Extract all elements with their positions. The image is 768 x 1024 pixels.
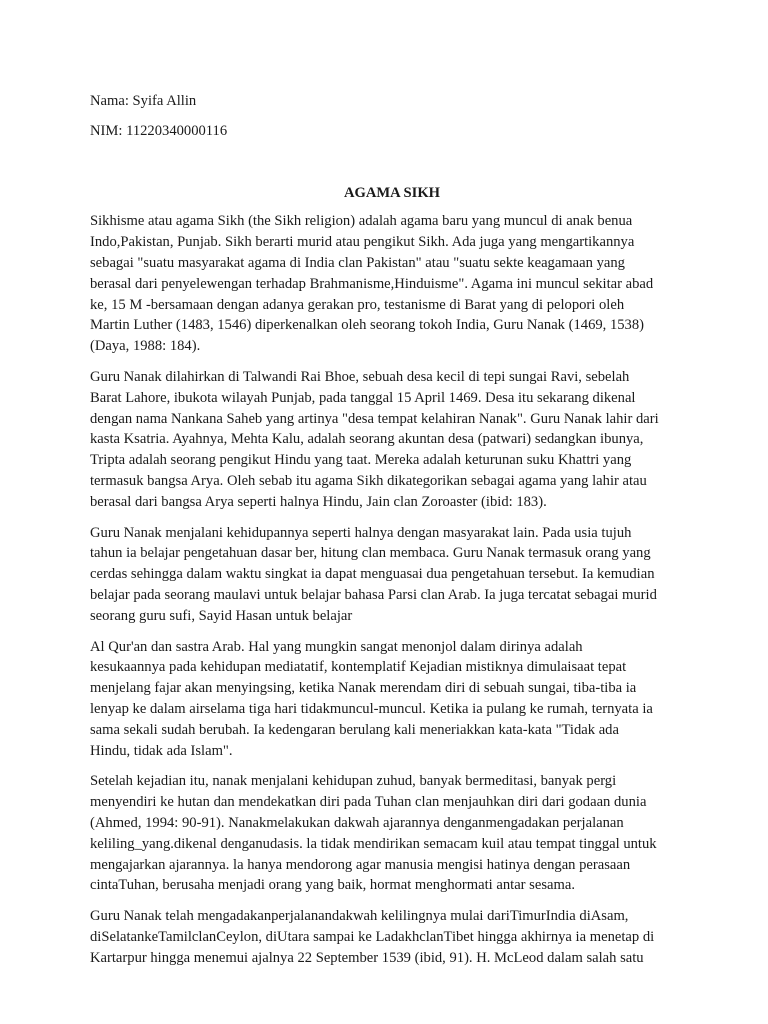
text-line: kasta Ksatria. Ayahnya, Mehta Kalu, adalah seorang akuntan desa (patwari) sedangkan ibunya, xyxy=(90,431,644,448)
text-line: belajar pada seorang maulavi untuk belajar bahasa Parsi clan Arab. Ia juga tercatat sebagai murid xyxy=(90,586,657,603)
text-line: diSelatankeTamilclanCeylon, diUtara sampai ke LadakhclanTibet hingga akhirnya ia menetap di xyxy=(90,928,655,945)
text-line: Indo,Pakistan, Punjab. Sikh berarti murid atau pengikut Sikh. Ada juga yang mengartikannya xyxy=(90,234,635,251)
document-body xyxy=(90,211,694,968)
text-line: Kartarpur hingga menemui ajalnya 22 September 1539 (ibid, 91). H. McLeod dalam salah satu xyxy=(90,949,644,966)
paragraph xyxy=(90,523,694,627)
text-line: sama sekali sudah berubah. Ia kedengaran berulang kali meneriakkan kata-kata "Tidak ada xyxy=(90,721,619,738)
text-line: Setelah kejadian itu, nanak menjalani kehidupan zuhud, banyak bermeditasi, banyak pergi xyxy=(90,773,617,790)
paragraph xyxy=(90,906,694,968)
text-line: Sikhisme atau agama Sikh (the Sikh religion) adalah agama baru yang muncul di anak benua xyxy=(90,213,633,230)
text-line: Guru Nanak menjalani kehidupannya seperti halnya dengan masyarakat lain. Pada usia tujuh xyxy=(90,524,632,541)
text-line: dengan nama Nankana Saheb yang artinya "desa tempat kelahiran Nanak". Guru Nanak lahir dari xyxy=(90,410,659,427)
text-line: keliling_yang.dikenal denganudasis. la tidak mendirikan semacam kuil atau tempat tinggal untuk xyxy=(90,835,657,852)
paragraph xyxy=(90,771,694,896)
text-line: lenyap ke dalam airselama tiga hari tidakmuncul-muncul. Ketika ia pulang ke rumah, ternyata ia xyxy=(90,700,653,717)
text-line: menjelang fajar akan menyingsing, ketika Nanak merendam diri di sebuah sungai, tiba-tiba ia xyxy=(90,680,637,697)
text-line: sebagai "suatu masyarakat agama di India clan Pakistan" atau "suatu sekte keagamaan yang xyxy=(90,254,625,271)
text-line: kesukaannya pada kehidupan mediatatif, kontemplatif Kejadian mistiknya dimulaisaat tepat xyxy=(90,659,627,676)
text-line: Hindu, tidak ada Islam". xyxy=(90,742,233,759)
text-line: Martin Luther (1483, 1546) diperkenalkan oleh seorang tokoh India, Guru Nanak (1469, 1538) xyxy=(90,317,645,334)
text-line: Al Qur'an dan sastra Arab. Hal yang mungkin sangat menonjol dalam dirinya adalah xyxy=(90,638,583,655)
text-line: (Daya, 1988: 184). xyxy=(90,338,201,355)
text-line: termasuk bangsa Arya. Oleh sebab itu agama Sikh dikategorikan sebagai agama yang lahir atau xyxy=(90,472,647,489)
text-line: Guru Nanak dilahirkan di Talwandi Rai Bhoe, sebuah desa kecil di tepi sungai Ravi, sebelah xyxy=(90,368,630,385)
document-page xyxy=(90,91,694,978)
text-line: ke, 15 M -bersamaan dengan adanya gerakan pro, testanisme di Barat yang di pelopori oleh xyxy=(90,296,625,313)
text-line: (Ahmed, 1994: 90-91). Nanakmelakukan dakwah ajarannya denganmengadakan perjalanan xyxy=(90,814,624,831)
student-id: NIM: 11220340000116 xyxy=(90,122,228,139)
text-line: seorang guru sufi, Sayid Hasan untuk belajar xyxy=(90,607,353,624)
text-line: tahun ia belajar pengetahuan dasar ber, hitung clan membaca. Guru Nanak termasuk orang yang xyxy=(90,545,651,562)
document-title: AGAMA SIKH xyxy=(343,184,441,201)
text-line: Barat Lahore, ibukota wilayah Punjab, pada tanggal 15 April 1469. Desa itu sekarang dikenal xyxy=(90,389,636,406)
text-line: berasal dari bangsa Arya seperti halnya Hindu, Jain clan Zoroaster (ibid: 183). xyxy=(90,493,547,510)
paragraph xyxy=(90,637,694,762)
text-line: menyendiri ke hutan dan mendekatkan diri pada Tuhan clan menjauhkan diri dari godaan dunia xyxy=(90,794,647,811)
text-line: cerdas sehingga dalam waktu singkat ia dapat menguasai dua pengetahuan tersebut. Ia kemudian xyxy=(90,566,655,583)
text-line: mengajarkan ajarannya. la hanya mendorong agar manusia mengisi hatinya dengan perasaan xyxy=(90,856,631,873)
text-line: berasal dari penyelewengan terhadap Brahmanisme,Hinduisme". Agama ini muncul sekitar abad xyxy=(90,275,654,292)
text-line: Tripta adalah seorang pengikut Hindu yang taat. Mereka adalah keturunan suku Khattri yang xyxy=(90,452,632,469)
text-line: Guru Nanak telah mengadakanperjalanandakwah kelilingnya mulai dariTimurIndia diAsam, xyxy=(90,908,629,925)
paragraph xyxy=(90,211,694,357)
author-name: Nama: Syifa Allin xyxy=(90,93,197,109)
paragraph xyxy=(90,367,694,513)
text-line: cintaTuhan, berusaha menjadi orang yang baik, hormat menghormati antar sesama. xyxy=(90,877,575,894)
